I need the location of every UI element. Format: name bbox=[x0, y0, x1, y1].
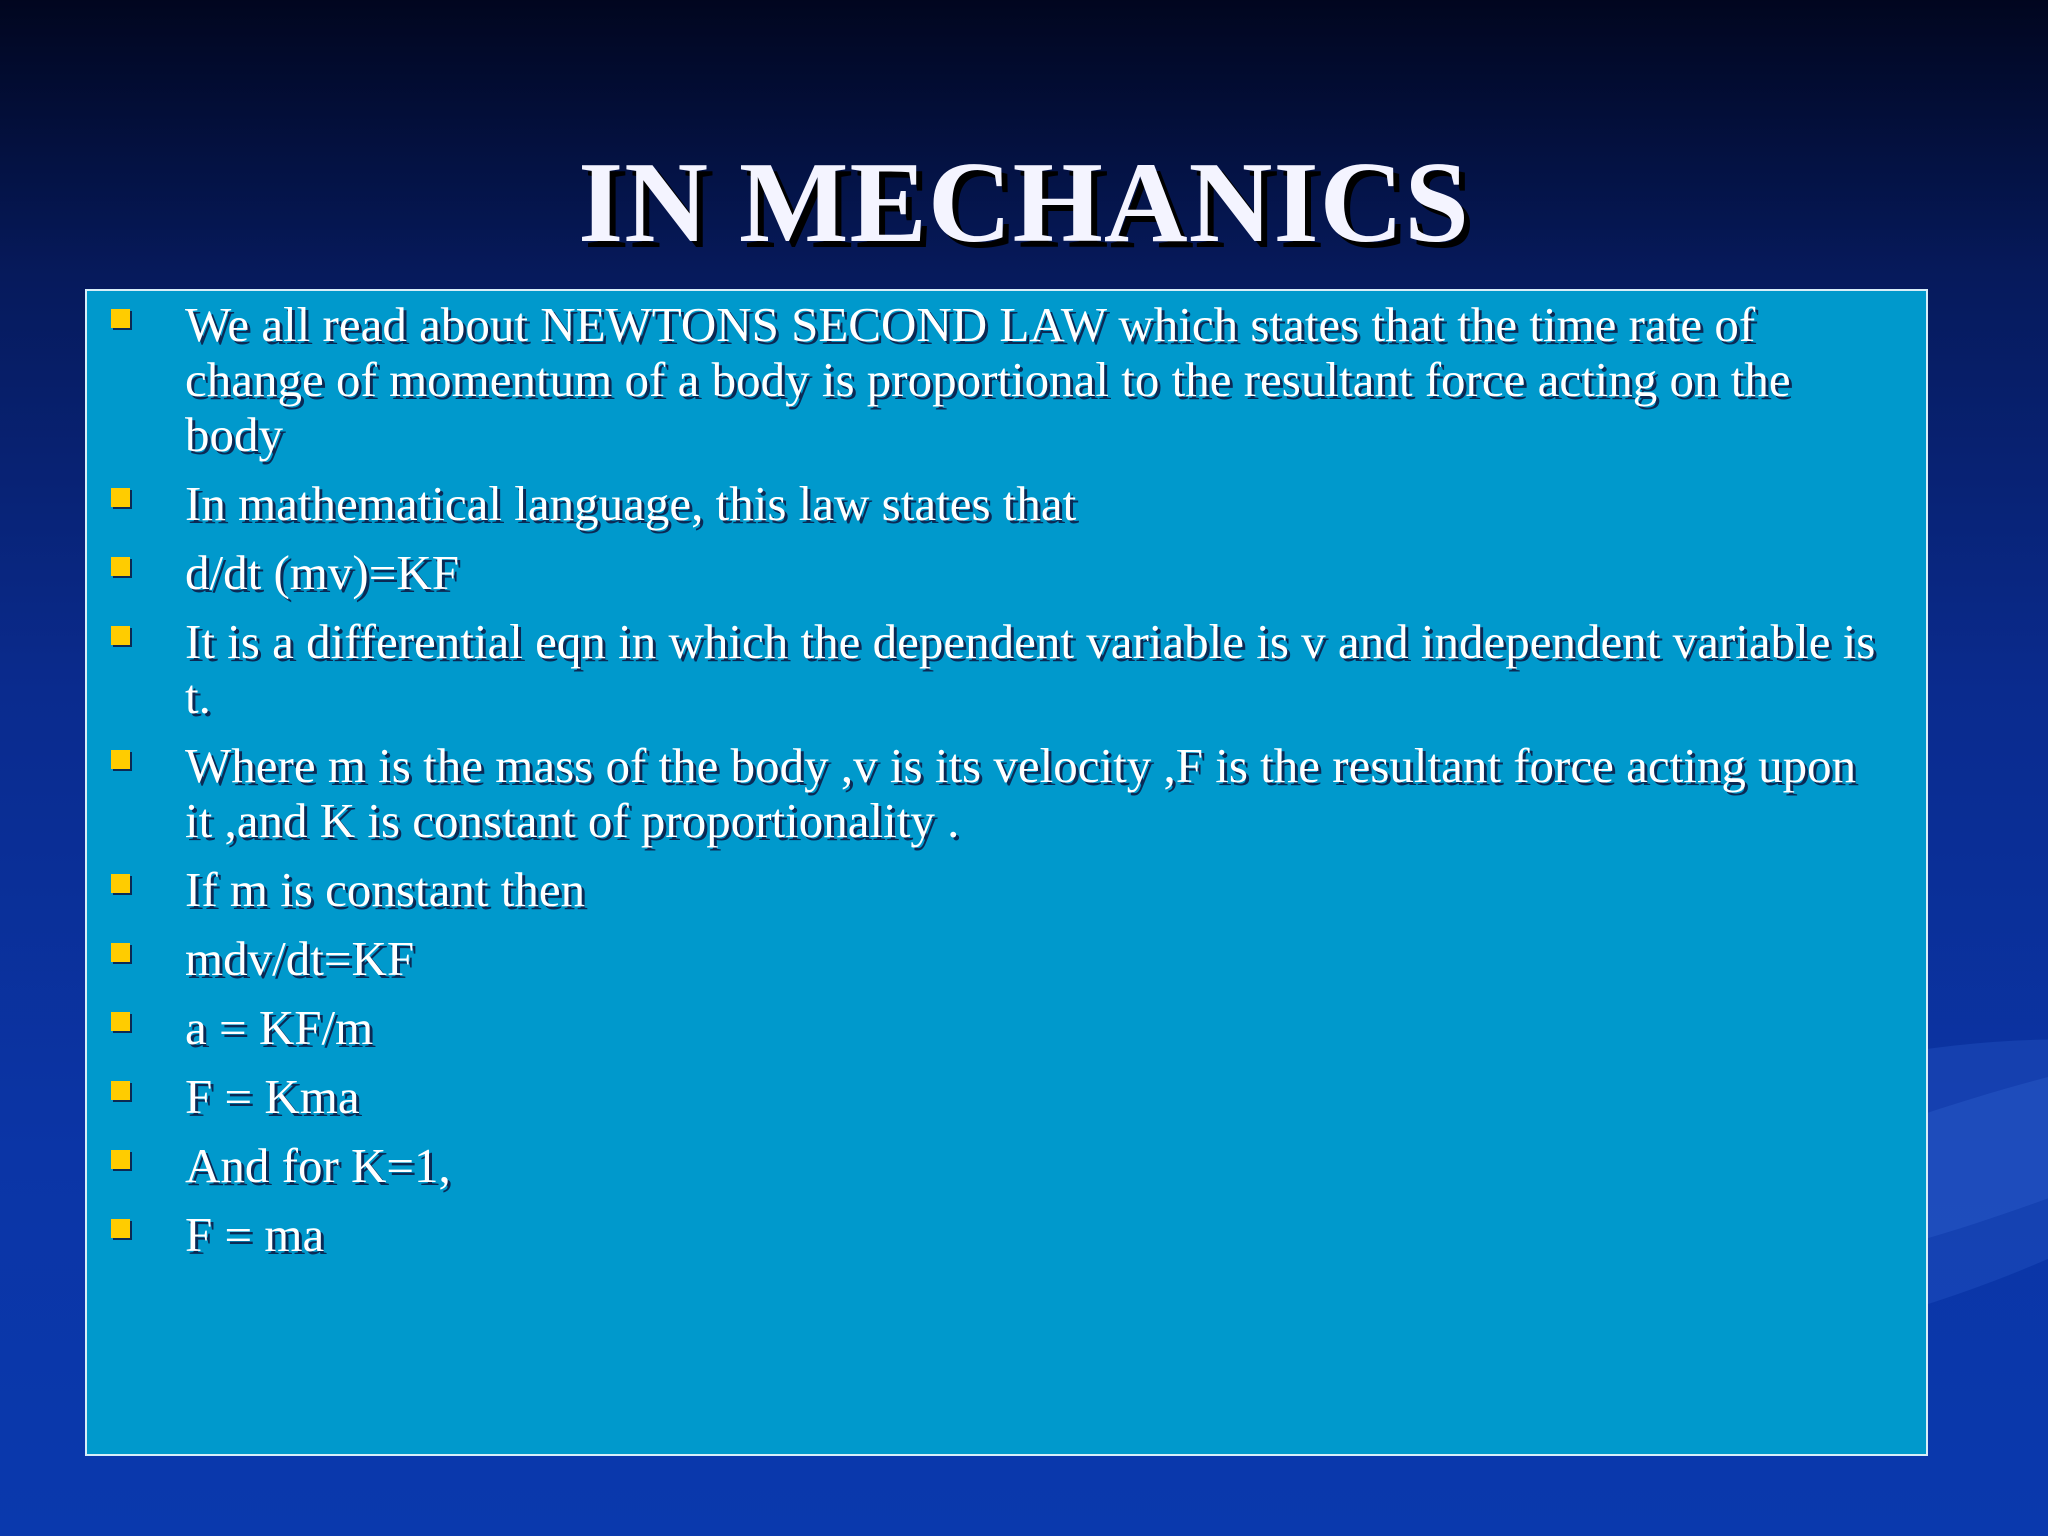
square-bullet-icon bbox=[111, 874, 130, 893]
bullet-item bbox=[87, 614, 1926, 724]
bullet-item bbox=[87, 1138, 1926, 1193]
square-bullet-icon bbox=[111, 488, 130, 507]
square-bullet-icon bbox=[111, 309, 130, 328]
bullet-item bbox=[87, 1000, 1926, 1055]
square-bullet-icon bbox=[111, 557, 130, 576]
bullet-item bbox=[87, 1069, 1926, 1124]
bullet-text: It is a differential eqn in which the dependent variable is v and independent variable is t. bbox=[185, 614, 1876, 724]
bullet-text: F = ma bbox=[185, 1207, 325, 1262]
bullet-text: In mathematical language, this law states that bbox=[185, 476, 1077, 531]
content-box bbox=[85, 289, 1928, 1456]
bullet-text: d/dt (mv)=KF bbox=[185, 545, 459, 600]
bullet-text: mdv/dt=KF bbox=[185, 931, 415, 986]
square-bullet-icon bbox=[111, 1219, 130, 1238]
slide-title: IN MECHANICS bbox=[578, 139, 1470, 267]
bullet-text: F = Kma bbox=[185, 1069, 360, 1124]
bullet-text: We all read about NEWTONS SECOND LAW which states that the time rate of change of momentum of a body is proportional to the resultant force acting on the body bbox=[185, 297, 1791, 462]
bullet-item bbox=[87, 738, 1926, 848]
square-bullet-icon bbox=[111, 1081, 130, 1100]
bullet-text: Where m is the mass of the body ,v is its velocity ,F is the resultant force acting upon it ,and K is constant of proportionality . bbox=[185, 738, 1857, 848]
bullet-item bbox=[87, 476, 1926, 531]
bullet-text: a = KF/m bbox=[185, 1000, 374, 1055]
bullet-item bbox=[87, 1207, 1926, 1262]
bullet-text: If m is constant then bbox=[185, 862, 586, 917]
square-bullet-icon bbox=[111, 626, 130, 645]
square-bullet-icon bbox=[111, 1012, 130, 1031]
bullet-item bbox=[87, 545, 1926, 600]
square-bullet-icon bbox=[111, 1150, 130, 1169]
bullet-text: And for K=1, bbox=[185, 1138, 451, 1193]
bullet-list bbox=[87, 297, 1926, 1276]
bullet-item bbox=[87, 297, 1926, 462]
square-bullet-icon bbox=[111, 943, 130, 962]
bullet-item bbox=[87, 931, 1926, 986]
bullet-item bbox=[87, 862, 1926, 917]
square-bullet-icon bbox=[111, 750, 130, 769]
